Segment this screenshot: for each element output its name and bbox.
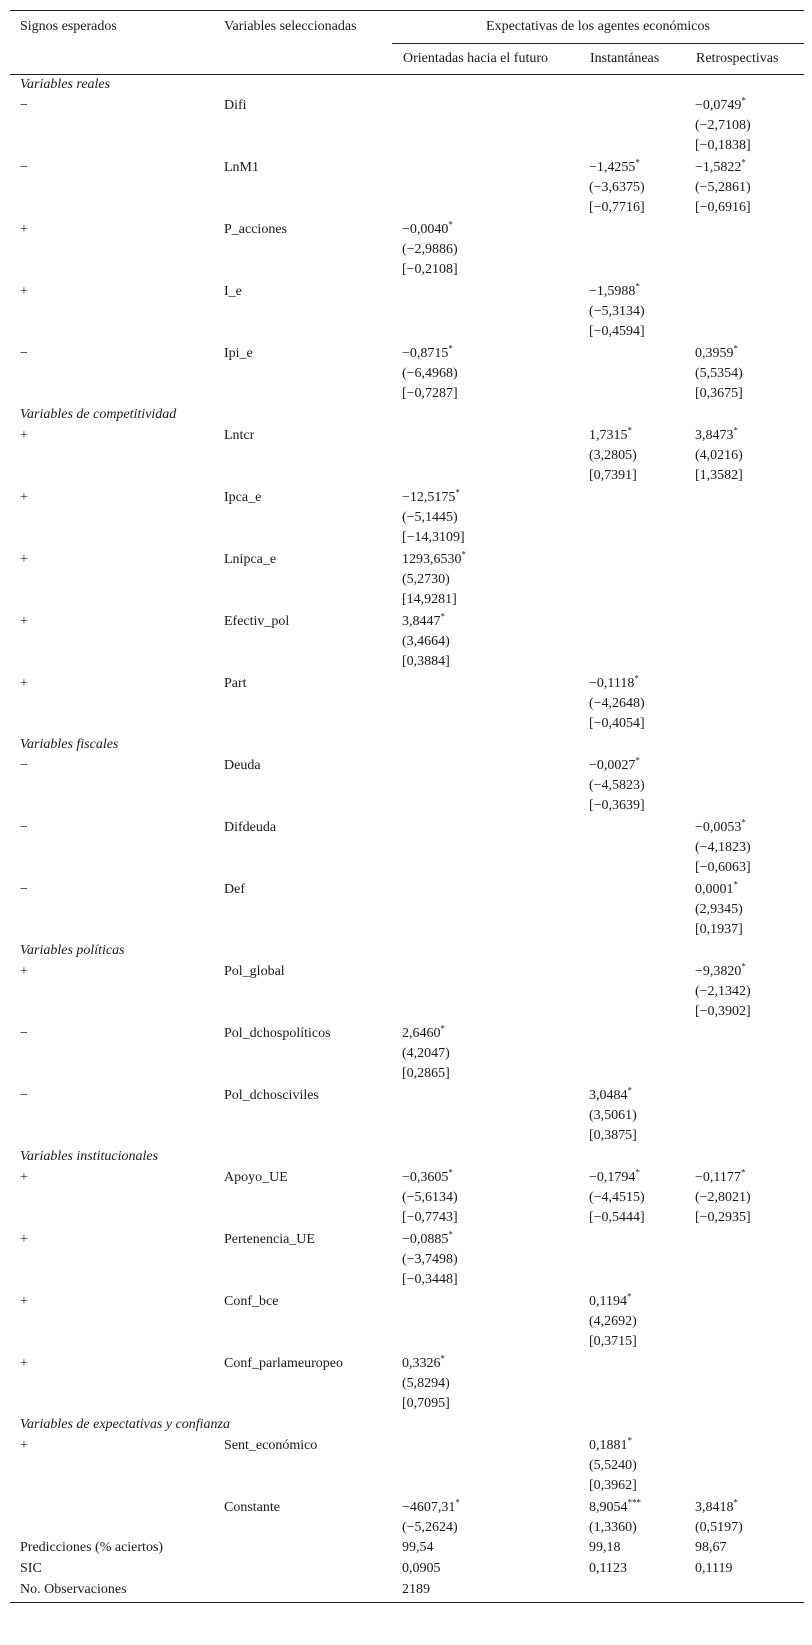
table-row [10, 1023, 804, 1085]
footer-value: 0,1119 [695, 1561, 733, 1576]
variable-name: Ipca_e [224, 490, 262, 505]
t-statistic: (5,5240) [589, 1458, 637, 1473]
header-signs: Signos esperados [20, 19, 117, 34]
expected-sign: + [20, 490, 28, 505]
marginal-effect: [1,3582] [695, 468, 743, 483]
significance-stars: * [461, 549, 466, 560]
significance-stars: * [635, 755, 640, 766]
header-retrospective: Retrospectivas [696, 51, 779, 66]
marginal-effect: [−0,2935] [695, 1210, 751, 1225]
variable-name: Apoyo_UE [224, 1170, 288, 1185]
table-row [10, 755, 804, 817]
section-title: Variables institucionales [20, 1149, 159, 1164]
header-instantaneous: Instantáneas [590, 51, 660, 66]
variable-name: Part [224, 676, 247, 691]
header-variables: Variables seleccionadas [224, 19, 357, 34]
marginal-effect: [0,3884] [402, 654, 450, 669]
marginal-effect: [−0,4054] [589, 716, 645, 731]
t-statistic: (0,5197) [695, 1520, 743, 1535]
estimate-cell [402, 344, 458, 404]
coefficient: −1,5988 [589, 284, 636, 299]
table-row [10, 611, 804, 673]
coefficient-line [695, 96, 751, 116]
t-statistic: (−5,2861) [695, 180, 751, 195]
marginal-effect: [0,1937] [695, 922, 743, 937]
expected-sign: + [20, 614, 28, 629]
t-statistic: (−3,7498) [402, 1252, 458, 1267]
significance-stars: * [635, 1167, 640, 1178]
footer-label: Predicciones (% aciertos) [20, 1540, 164, 1555]
coefficient-line [695, 962, 751, 982]
t-statistic: (−5,6134) [402, 1190, 458, 1205]
footer-label: SIC [20, 1561, 42, 1576]
coefficient: −1,5822 [695, 160, 742, 175]
footer-value: 0,1123 [589, 1561, 627, 1576]
estimate-cell [589, 1436, 637, 1496]
section-title: Variables fiscales [20, 737, 119, 752]
estimate-cell [589, 756, 645, 816]
t-statistic: (5,5354) [695, 366, 743, 381]
coefficient-line [695, 426, 743, 446]
t-statistic: (−2,9886) [402, 242, 458, 257]
estimate-cell [589, 282, 645, 342]
marginal-effect: [0,3875] [589, 1128, 637, 1143]
table-row [10, 95, 804, 157]
t-statistic: (5,8294) [402, 1376, 450, 1391]
t-statistic: (2,9345) [695, 902, 743, 917]
estimate-cell [402, 220, 458, 280]
t-statistic: (4,0216) [695, 448, 743, 463]
estimate-cell [402, 488, 465, 548]
significance-stars: * [448, 343, 453, 354]
estimate-cell [695, 1168, 751, 1228]
t-statistic: (−5,2624) [402, 1520, 458, 1535]
table-row [10, 1229, 804, 1291]
coefficient-line [589, 674, 645, 694]
section-title: Variables de competitividad [20, 407, 177, 422]
table-row [10, 879, 804, 941]
estimate-cell [695, 818, 751, 878]
estimate-cell [695, 344, 743, 404]
significance-stars: * [733, 879, 738, 890]
coefficient: 3,8447 [402, 614, 441, 629]
estimate-cell [589, 674, 645, 734]
significance-stars: * [741, 961, 746, 972]
estimate-cell [695, 426, 743, 486]
marginal-effect: [0,3675] [695, 386, 743, 401]
footer-value: 99,54 [402, 1540, 434, 1555]
variable-name: Pol_dchosciviles [224, 1088, 319, 1103]
header-forward-looking: Orientadas hacia el futuro [403, 51, 548, 66]
estimate-cell [695, 1498, 743, 1538]
significance-stars: * [626, 1291, 632, 1302]
coefficient: 0,1881 [589, 1438, 628, 1453]
table-row [10, 1167, 804, 1229]
significance-stars: * [448, 1229, 453, 1240]
significance-stars: * [627, 1435, 632, 1446]
t-statistic: (5,2730) [402, 572, 450, 587]
significance-stars: * [733, 1497, 738, 1508]
header-bottom-rule [10, 74, 804, 75]
estimate-cell [402, 1168, 458, 1228]
coefficient: −4607,31 [402, 1500, 456, 1515]
significance-stars: * [635, 281, 640, 292]
marginal-effect: [0,2865] [402, 1066, 450, 1081]
table-body [10, 75, 804, 1537]
table-row [10, 1085, 804, 1147]
expected-sign: + [20, 1170, 28, 1185]
significance-stars: * [733, 343, 738, 354]
coefficient-line [402, 1024, 450, 1044]
coefficient: −0,0027 [589, 758, 636, 773]
coefficient: 3,8473 [695, 428, 734, 443]
expected-sign: − [20, 882, 28, 897]
significance-stars: * [440, 611, 445, 622]
coefficient: −0,0053 [695, 820, 742, 835]
table-footer [10, 1537, 804, 1600]
coefficient: 0,3326 [402, 1356, 441, 1371]
coefficient-line [589, 756, 645, 776]
table-row [10, 961, 804, 1023]
expected-sign: − [20, 1026, 28, 1041]
coefficient-line [589, 426, 637, 446]
marginal-effect: [−0,3902] [695, 1004, 751, 1019]
estimate-cell [695, 880, 743, 940]
variable-name: Difi [224, 98, 247, 113]
coefficient: 2,6460 [402, 1026, 441, 1041]
variable-name: I_e [224, 284, 242, 299]
coefficient-line [589, 1168, 645, 1188]
coefficient-line [695, 158, 751, 178]
expected-sign: − [20, 820, 28, 835]
t-statistic: (3,5061) [589, 1108, 637, 1123]
t-statistic: (−2,8021) [695, 1190, 751, 1205]
coefficient-line [695, 1168, 751, 1188]
coefficient: 0,0001 [695, 882, 734, 897]
expected-sign: + [20, 552, 28, 567]
estimate-cell [402, 1354, 450, 1414]
t-statistic: (−4,5823) [589, 778, 645, 793]
coefficient: 0,3959 [695, 346, 734, 361]
coefficient: 1293,6530 [402, 552, 462, 567]
table-row [10, 1353, 804, 1415]
expected-sign: + [20, 428, 28, 443]
footer-value: 99,18 [589, 1540, 621, 1555]
t-statistic: (−4,2648) [589, 696, 645, 711]
coefficient-line [402, 344, 458, 364]
t-statistic: (4,2692) [589, 1314, 637, 1329]
variable-name: Conf_bce [224, 1294, 279, 1309]
coefficient: 1,7315 [589, 428, 628, 443]
variable-name: Lnipca_e [224, 552, 277, 567]
coefficient: −0,0749 [695, 98, 742, 113]
t-statistic: (−3,6375) [589, 180, 645, 195]
table-row [10, 219, 804, 281]
table-row [10, 281, 804, 343]
significance-stars: * [741, 157, 746, 168]
t-statistic: (4,2047) [402, 1046, 450, 1061]
marginal-effect: [−0,7716] [589, 200, 645, 215]
variable-name: Difdeuda [224, 820, 277, 835]
marginal-effect: [0,7391] [589, 468, 637, 483]
coefficient-line [695, 344, 743, 364]
footer-value: 98,67 [695, 1540, 727, 1555]
marginal-effect: [−0,6916] [695, 200, 751, 215]
footer-row [10, 1558, 804, 1579]
t-statistic: (1,3360) [589, 1520, 637, 1535]
marginal-effect: [−0,3448] [402, 1272, 458, 1287]
coefficient-line [402, 488, 465, 508]
coefficient: −0,0885 [402, 1232, 449, 1247]
coefficient-line [589, 282, 645, 302]
expected-sign: + [20, 1294, 28, 1309]
marginal-effect: [−0,2108] [402, 262, 458, 277]
coefficient-line [402, 1230, 458, 1250]
marginal-effect: [−0,7287] [402, 386, 458, 401]
marginal-effect: [−0,1838] [695, 138, 751, 153]
variable-name: Def [224, 882, 245, 897]
marginal-effect: [−0,6063] [695, 860, 751, 875]
table-row [10, 817, 804, 879]
variable-name: Efectiv_pol [224, 614, 290, 629]
coefficient-line [402, 550, 466, 570]
variable-name: Pol_dchospolíticos [224, 1026, 331, 1041]
expected-sign: + [20, 1232, 28, 1247]
variable-name: Deuda [224, 758, 261, 773]
expected-sign: − [20, 98, 28, 113]
estimate-cell [589, 1168, 645, 1228]
section-title: Variables reales [20, 77, 111, 92]
coefficient: −0,1177 [695, 1170, 741, 1185]
estimate-cell [402, 1498, 460, 1538]
significance-stars: * [634, 673, 639, 684]
variable-name: Conf_parlameuropeo [224, 1356, 343, 1371]
significance-stars: * [440, 1023, 445, 1034]
coefficient: 0,1194 [589, 1294, 627, 1309]
estimate-cell [589, 1086, 637, 1146]
estimate-cell [695, 962, 751, 1022]
expected-sign: − [20, 758, 28, 773]
table-row [10, 549, 804, 611]
coefficient: −0,8715 [402, 346, 449, 361]
variable-name: Constante [224, 1500, 280, 1515]
marginal-effect: [0,7095] [402, 1396, 450, 1411]
expected-sign: − [20, 160, 28, 175]
estimate-cell [589, 426, 637, 486]
variable-name: Pertenencia_UE [224, 1232, 315, 1247]
coefficient-line [589, 158, 645, 178]
t-statistic: (−2,7108) [695, 118, 751, 133]
footer-label: No. Observaciones [20, 1582, 127, 1597]
expected-sign: + [20, 284, 28, 299]
expected-sign: + [20, 222, 28, 237]
coefficient: 8,9054 [589, 1500, 628, 1515]
significance-stars: * [741, 95, 746, 106]
footer-row [10, 1537, 804, 1558]
marginal-effect: [−14,3109] [402, 530, 465, 545]
table-row [10, 1435, 804, 1497]
expected-sign: + [20, 1438, 28, 1453]
significance-stars: * [448, 219, 453, 230]
coefficient-line [589, 1086, 637, 1106]
table-row [10, 157, 804, 219]
estimate-cell [402, 1230, 458, 1290]
table-row [10, 1291, 804, 1353]
variable-name: Pol_global [224, 964, 285, 979]
table-bottom-rule [10, 1602, 804, 1603]
table-row [10, 1497, 804, 1537]
t-statistic: (−5,1445) [402, 510, 458, 525]
coefficient: −9,3820 [695, 964, 742, 979]
significance-stars: * [741, 817, 746, 828]
coefficient-line [695, 1498, 743, 1518]
table-row [10, 425, 804, 487]
significance-stars: * [627, 425, 632, 436]
marginal-effect: [−0,7743] [402, 1210, 458, 1225]
significance-stars: * [733, 425, 738, 436]
coefficient-line [402, 612, 450, 632]
regression-table [10, 10, 804, 1603]
variable-name: P_acciones [224, 222, 287, 237]
variable-name: Lntcr [224, 428, 255, 443]
footer-value: 0,0905 [402, 1561, 441, 1576]
significance-stars: * [740, 1167, 746, 1178]
estimate-cell [695, 158, 751, 218]
t-statistic: (3,4664) [402, 634, 450, 649]
significance-stars: * [635, 157, 640, 168]
estimate-cell [695, 96, 751, 156]
t-statistic: (−5,3134) [589, 304, 645, 319]
marginal-effect: [−0,3639] [589, 798, 645, 813]
expected-sign: − [20, 1088, 28, 1103]
estimate-cell [402, 550, 466, 610]
table-row [10, 343, 804, 405]
section-title: Variables de expectativas y confianza [20, 1417, 230, 1432]
coefficient-line [589, 1498, 641, 1518]
estimate-cell [402, 1024, 450, 1084]
header-group-rule [392, 43, 804, 44]
coefficient-line [402, 1168, 458, 1188]
significance-stars: * [448, 1167, 453, 1178]
coefficient: −0,1794 [589, 1170, 636, 1185]
variable-name: LnM1 [224, 160, 259, 175]
coefficient-line [695, 818, 751, 838]
estimate-cell [402, 612, 450, 672]
expected-sign: + [20, 676, 28, 691]
coefficient-line [402, 1354, 450, 1374]
footer-value: 2189 [402, 1582, 430, 1597]
section-title: Variables políticas [20, 943, 125, 958]
marginal-effect: [−0,4594] [589, 324, 645, 339]
coefficient-line [589, 1436, 637, 1456]
t-statistic: (−4,4515) [589, 1190, 645, 1205]
coefficient: 3,0484 [589, 1088, 628, 1103]
table-row [10, 673, 804, 735]
significance-stars: * [440, 1353, 445, 1364]
expected-sign: + [20, 1356, 28, 1371]
t-statistic: (−4,1823) [695, 840, 751, 855]
marginal-effect: [−0,5444] [589, 1210, 645, 1225]
coefficient: −12,5175 [402, 490, 456, 505]
marginal-effect: [0,3962] [589, 1478, 637, 1493]
coefficient-line [402, 220, 458, 240]
coefficient: −0,1118 [589, 676, 635, 691]
estimate-cell [589, 1498, 641, 1538]
header-group-expectations: Expectativas de los agentes económicos [486, 19, 710, 34]
significance-stars: *** [627, 1497, 641, 1508]
variable-name: Ipi_e [224, 346, 253, 361]
footer-row [10, 1579, 804, 1600]
t-statistic: (−2,1342) [695, 984, 751, 999]
coefficient-line [402, 1498, 460, 1518]
marginal-effect: [14,9281] [402, 592, 457, 607]
table-row [10, 487, 804, 549]
coefficient-line [695, 880, 743, 900]
t-statistic: (3,2805) [589, 448, 637, 463]
coefficient: −0,3605 [402, 1170, 449, 1185]
significance-stars: * [455, 487, 460, 498]
coefficient: −0,0040 [402, 222, 449, 237]
significance-stars: * [455, 1497, 460, 1508]
coefficient: 3,8418 [695, 1500, 734, 1515]
table-header [10, 11, 804, 75]
significance-stars: * [627, 1085, 632, 1096]
variable-name: Sent_económico [224, 1438, 318, 1453]
expected-sign: − [20, 346, 28, 361]
estimate-cell [589, 1292, 637, 1352]
marginal-effect: [0,3715] [589, 1334, 637, 1349]
t-statistic: (−6,4968) [402, 366, 458, 381]
coefficient: −1,4255 [589, 160, 636, 175]
estimate-cell [589, 158, 645, 218]
expected-sign: + [20, 964, 28, 979]
coefficient-line [589, 1292, 637, 1312]
